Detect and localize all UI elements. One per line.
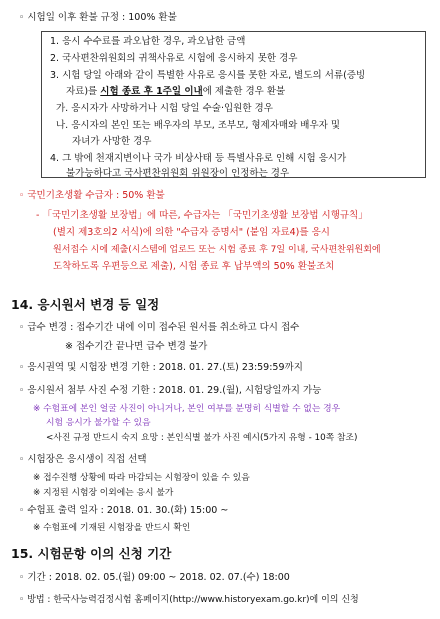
basic-refund-heading [19,190,165,202]
ticket-print-note: ※ 수험표에 기재된 시험장을 반드시 확인 [33,523,191,533]
box-item-4a: 4. 그 밖에 천재지변이나 국가 비상사태 등 특별사유로 인해 시험 응시가 [50,153,347,164]
basic-refund-heading-text: 국민기초생활 수급자 : 50% 환불 [27,190,165,201]
refund-rule-text: 환불 규정 : 100% 환불 [79,12,177,23]
bullet-icon: ◦ [19,455,25,465]
box-item-1: 1. 응시 수수료를 과오납한 경우, 과오납한 금액 [50,36,246,47]
refund-rule-line [19,12,177,24]
ticket-print-text: 수험표 출력 일자 : 2018. 01. 30.(화) 15:00 ~ [27,505,229,516]
photo-note-3: <사진 규정 반드시 숙지 요망 : 본인식별 불가 사진 예시(5가지 유형 - 10쪽 참조) [46,433,358,443]
objection-method-text: 방법 : 한국사능력검정시험 홈페이지(http://www.historyexam.go.kr)에 이의 신청 [27,595,359,605]
box-item-ga: 가. 응시자가 사망하거나 시험 당일 수술·입원한 경우 [56,103,273,114]
photo-note-1: ※ 수험표에 본인 얼굴 사진이 아니거나, 본인 여부를 분명히 식별할 수 없는 경우 [33,404,341,414]
box-item-4b: 불가능하다고 국사편찬위원회 위원장이 인정하는 경우 [66,168,290,179]
ticket-print-line [19,505,228,517]
bullet-icon: ◦ [19,13,25,23]
box-item-na-b: 자녀가 사망한 경우 [72,136,152,147]
bullet-icon: ◦ [19,506,25,516]
basic-line-4: 도착하도록 우편등으로 제출), 시험 종료 후 납부액의 50% 환불조치 [53,261,335,272]
box-item-3b [66,86,285,98]
photo-change-line [19,385,321,397]
box-item-3a: 3. 시험 당일 아래와 같이 특별한 사유로 응시를 못한 자로, 별도의 서류(증빙 [50,70,366,81]
grade-change-note: ※ 접수기간 끝나면 급수 변경 불가 [65,341,208,352]
venue-select-note-1: ※ 접수진행 상황에 따라 마감되는 시험장이 있을 수 있음 [33,473,250,483]
venue-change-text: 응시권역 및 시험장 변경 기한 : 2018. 01. 27.(토) 23:59:59까지 [27,362,303,373]
venue-select-text: 시험장은 응시생이 직접 선택 [27,454,147,465]
section-14-heading [11,297,159,313]
bullet-icon: ◦ [19,363,25,373]
basic-line-2: (별지 제3호의2 서식)에 의한 "수급자 증명서" (붙임 자료4)를 응시 [53,227,330,238]
box-item-3b-pre: 자료)를 [66,86,101,97]
venue-select-note-2: ※ 지정된 시험장 이외에는 응시 불가 [33,488,174,498]
box-item-3b-deadline: 시험 종료 후 1주일 이내 [100,86,203,97]
refund-prefix: 시험일 이후 [27,12,80,23]
bullet-icon: ◦ [19,573,25,583]
bullet-icon: ◦ [19,191,25,201]
venue-select-line [19,454,147,466]
box-item-2: 2. 국사편찬위원회의 귀책사유로 시험에 응시하지 못한 경우 [50,53,298,64]
section-14-title: 응시원서 변경 등 일정 [37,297,160,312]
basic-line-3: 원서접수 시에 제출(시스템에 업로드 또는 시험 종료 후 7일 이내, 국사편찬위원회에 [53,245,381,255]
venue-change-line [19,362,303,374]
objection-period-line [19,572,290,584]
section-15-title: 시험문항 이의 신청 기간 [37,546,172,561]
objection-period-text: 기간 : 2018. 02. 05.(월) 09:00 ~ 2018. 02. 07.(수) 18:00 [27,572,290,583]
photo-note-2: 시험 응시가 불가할 수 있음 [46,418,151,428]
bullet-icon: ◦ [19,595,25,605]
section-14-number: 14. [11,297,34,312]
bullet-icon: ◦ [19,386,25,396]
grade-change-text: 급수 변경 : 접수기간 내에 이미 접수된 원서를 취소하고 다시 접수 [27,322,300,333]
bullet-icon: ◦ [19,323,25,333]
photo-change-text: 응시원서 첨부 사진 수정 기한 : 2018. 01. 29.(월), 시험당일까지 가능 [27,385,322,396]
basic-line-1: - 「국민기초생활 보장법」에 따른, 수급자는 「국민기초생활 보장법 시행규칙」 [36,210,368,221]
section-15-heading [11,546,171,562]
box-item-3b-post: 에 제출한 경우 환불 [202,86,286,97]
box-item-na-a: 나. 응시자의 본인 또는 배우자의 부모, 조부모, 형제자매와 배우자 및 [56,120,341,131]
objection-method-line [19,594,359,606]
section-15-number: 15. [11,546,34,561]
grade-change-line [19,322,299,334]
